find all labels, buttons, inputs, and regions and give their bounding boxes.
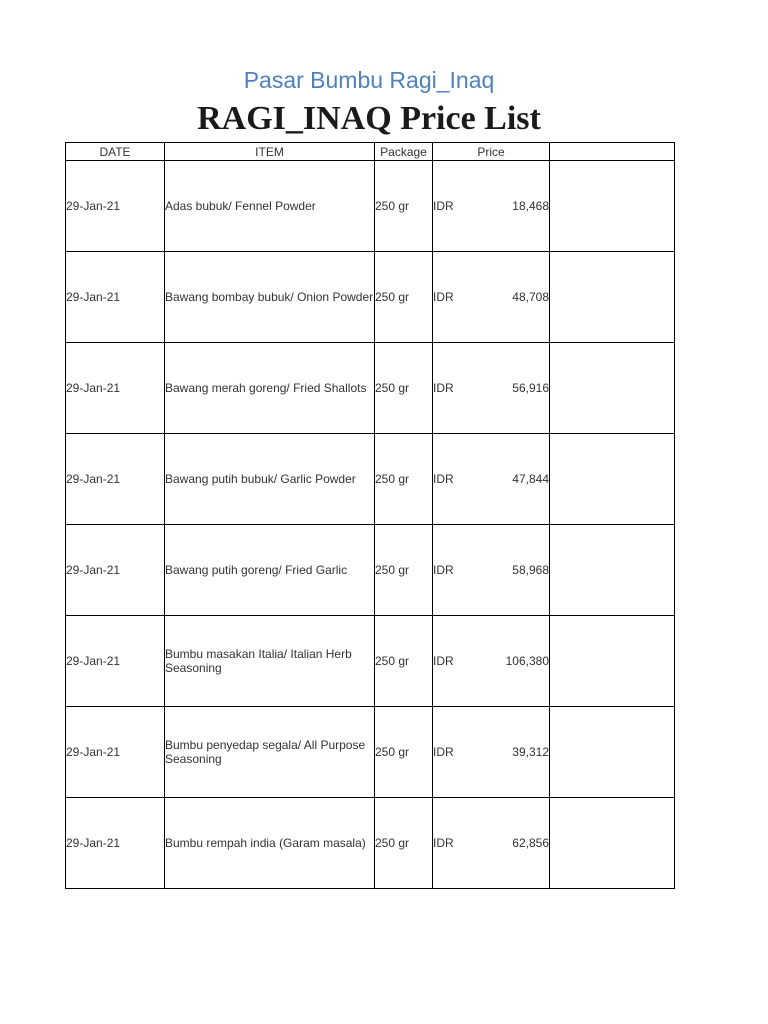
blank-cell xyxy=(550,798,675,889)
table-row xyxy=(66,434,675,525)
date-cell: 29-Jan-21 xyxy=(66,434,165,525)
price-cell xyxy=(433,707,550,798)
table-row xyxy=(66,252,675,343)
package-cell: 250 gr xyxy=(375,252,433,343)
table-row xyxy=(66,161,675,252)
table-row xyxy=(66,798,675,889)
date-cell: 29-Jan-21 xyxy=(66,343,165,434)
date-cell: 29-Jan-21 xyxy=(66,798,165,889)
price-value: 39,312 xyxy=(512,745,549,759)
package-cell: 250 gr xyxy=(375,616,433,707)
page-title: RAGI_INAQ Price List xyxy=(197,100,541,137)
column-header-date: DATE xyxy=(66,143,165,161)
price-value: 58,968 xyxy=(512,563,549,577)
blank-cell xyxy=(550,707,675,798)
column-header-item: ITEM xyxy=(165,143,375,161)
column-header-blank xyxy=(550,143,675,161)
price-value: 62,856 xyxy=(512,836,549,850)
table-row xyxy=(66,343,675,434)
blank-cell xyxy=(550,525,675,616)
price-table xyxy=(65,142,675,889)
column-header-price: Price xyxy=(433,143,550,161)
table-row xyxy=(66,525,675,616)
price-value: 48,708 xyxy=(512,290,549,304)
package-cell: 250 gr xyxy=(375,707,433,798)
blank-cell xyxy=(550,252,675,343)
item-cell: Bumbu rempah india (Garam masala) xyxy=(165,798,375,889)
currency-label: IDR xyxy=(433,472,454,486)
package-cell: 250 gr xyxy=(375,798,433,889)
price-value: 106,380 xyxy=(505,654,549,668)
currency-label: IDR xyxy=(433,290,454,304)
date-cell: 29-Jan-21 xyxy=(66,252,165,343)
price-cell xyxy=(433,616,550,707)
package-cell: 250 gr xyxy=(375,434,433,525)
date-cell: 29-Jan-21 xyxy=(66,616,165,707)
package-cell: 250 gr xyxy=(375,161,433,252)
price-cell xyxy=(433,343,550,434)
blank-cell xyxy=(550,343,675,434)
price-cell xyxy=(433,525,550,616)
table-row xyxy=(66,616,675,707)
currency-label: IDR xyxy=(433,836,454,850)
price-value: 47,844 xyxy=(512,472,549,486)
package-cell: 250 gr xyxy=(375,525,433,616)
item-cell: Bawang bombay bubuk/ Onion Powder xyxy=(165,252,375,343)
currency-label: IDR xyxy=(433,745,454,759)
price-cell xyxy=(433,161,550,252)
item-cell: Bawang merah goreng/ Fried Shallots xyxy=(165,343,375,434)
price-value: 56,916 xyxy=(512,381,549,395)
price-cell xyxy=(433,252,550,343)
table-row xyxy=(66,707,675,798)
item-cell: Adas bubuk/ Fennel Powder xyxy=(165,161,375,252)
currency-label: IDR xyxy=(433,381,454,395)
package-cell: 250 gr xyxy=(375,343,433,434)
price-cell xyxy=(433,434,550,525)
item-cell: Bawang putih goreng/ Fried Garlic xyxy=(165,525,375,616)
table-header-row xyxy=(66,143,675,161)
column-header-package: Package xyxy=(375,143,433,161)
store-subtitle: Pasar Bumbu Ragi_Inaq xyxy=(243,67,495,93)
blank-cell xyxy=(550,616,675,707)
currency-label: IDR xyxy=(433,199,454,213)
date-cell: 29-Jan-21 xyxy=(66,707,165,798)
blank-cell xyxy=(550,434,675,525)
currency-label: IDR xyxy=(433,654,454,668)
item-cell: Bumbu penyedap segala/ All Purpose Seasoning xyxy=(165,707,375,798)
blank-cell xyxy=(550,161,675,252)
item-cell: Bawang putih bubuk/ Garlic Powder xyxy=(165,434,375,525)
currency-label: IDR xyxy=(433,563,454,577)
item-cell: Bumbu masakan Italia/ Italian Herb Seasoning xyxy=(165,616,375,707)
price-cell xyxy=(433,798,550,889)
date-cell: 29-Jan-21 xyxy=(66,161,165,252)
price-value: 18,468 xyxy=(512,199,549,213)
date-cell: 29-Jan-21 xyxy=(66,525,165,616)
